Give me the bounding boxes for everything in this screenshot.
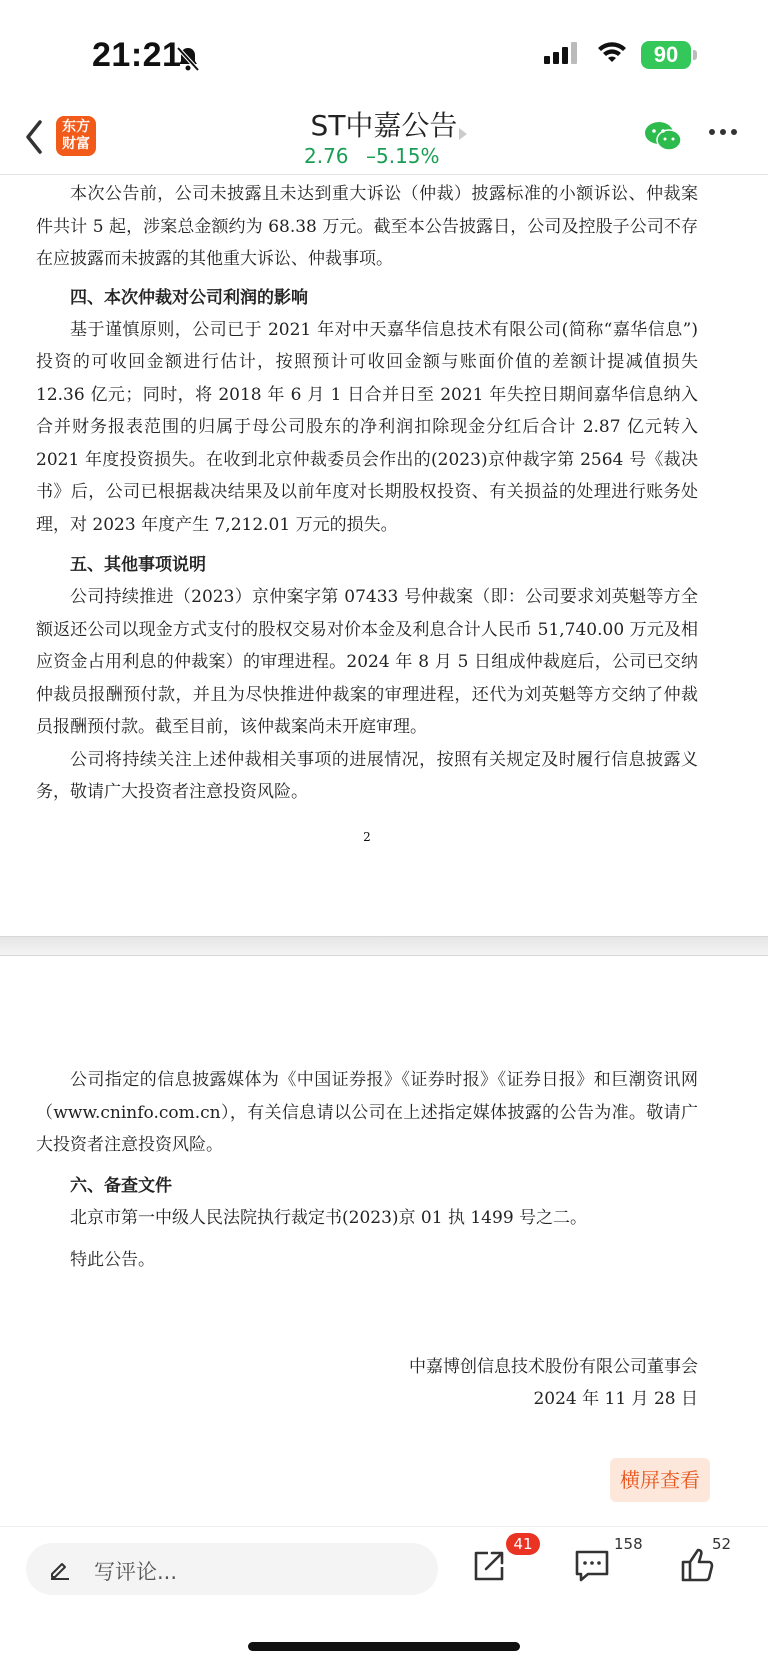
status-bar <box>0 0 768 110</box>
comment-placeholder: 写评论... <box>94 1560 178 1584</box>
status-time: 21:21 <box>92 36 182 74</box>
battery-level: 90 <box>641 41 691 69</box>
battery-cap <box>693 50 697 60</box>
signal-icon <box>544 42 580 64</box>
more-icon[interactable] <box>708 128 738 136</box>
comment-input[interactable] <box>26 1543 438 1595</box>
paragraph: 公司将持续关注上述仲裁相关事项的进展情况，按照有关规定及时履行信息披露义务，敬请广大投资者注意投资风险。 <box>36 749 698 802</box>
paragraph: 公司指定的信息披露媒体为《中国证券报》《证券时报》《证券日报》和巨潮资讯网（www.cninfo.com.cn），有关信息请以公司在上述指定媒体披露的公告为准。敬请广大投资者注意投资风险。 <box>36 1070 698 1155</box>
share-badge: 41 <box>506 1533 540 1555</box>
section-heading: 五、其他事项说明 <box>70 555 206 575</box>
pen-icon <box>48 1557 72 1581</box>
bell-muted-icon <box>176 46 200 72</box>
page-title: ST中嘉公告 <box>310 109 458 142</box>
document-page-2 <box>36 178 698 809</box>
stock-price: 2.76 <box>304 144 349 168</box>
stock-detail-arrow-icon[interactable] <box>459 128 467 140</box>
share-icon[interactable] <box>472 1549 506 1583</box>
like-icon[interactable] <box>680 1547 714 1583</box>
home-indicator[interactable] <box>248 1642 520 1651</box>
announcement-date: 2024 年 11 月 28 日 <box>533 1389 698 1409</box>
document-page-3 <box>36 1064 698 1277</box>
logo-line1: 东方 <box>62 119 90 135</box>
page-number: 2 <box>363 830 371 844</box>
paragraph: 公司持续推进（2023）京仲案字第 07433 号仲裁案（即：公司要求刘英魁等方全额返还公司以现金方式支付的股权交易对价本金及利息合计人民币 51,740.00 万元及相应资金占用利息的仲裁案）的审理进程。2024 年 8 月 5 日组成仲裁庭后，公司已交纳仲裁员报酬预付款，并且为尽快推进仲裁案的审理进程，还代为刘英魁等方交纳了仲裁员报酬预付款。截至目前，该仲裁案尚未开庭审理。 <box>36 587 698 737</box>
paragraph: 基于谨慎原则，公司已于 2021 年对中天嘉华信息技术有限公司(简称“嘉华信息”)投资的可收回金额进行估计，按照预计可收回金额与账面价值的差额计提减值损失 12.36 亿元；同时，将 2018 年 6 月 1 日合并日至 2021 年失控日期间嘉华信息纳入合并财务报表范围的归属于母公司股东的净利润扣除现金分红后合计 2.87 亿元转入 2021 年度投资损失。在收到北京仲裁委员会作出的(2023)京仲裁字第 2564 号《裁决书》后，公司已根据裁决结果及以前年度对长期股权投资、有关损益的处理进行账务处理，对 2023 年度产生 7,212.01 万元的损失。 <box>36 319 698 535</box>
landscape-view-button[interactable]: 横屏查看 <box>610 1458 710 1502</box>
paragraph: 本次公告前，公司未披露且未达到重大诉讼（仲裁）披露标准的小额诉讼、仲裁案件共计 5 起，涉案总金额约为 68.38 万元。截至本公告披露日，公司及控股子公司不存在应披露而未披露的其他重大诉讼、仲裁事项。 <box>36 184 698 269</box>
nav-bar <box>0 106 768 175</box>
logo-line2: 财富 <box>62 136 90 152</box>
stock-change: –5.15% <box>366 144 440 168</box>
page-divider <box>0 936 768 956</box>
wechat-share-icon[interactable] <box>644 120 682 152</box>
signature: 中嘉博创信息技术股份有限公司董事会 <box>409 1357 698 1377</box>
wifi-icon <box>596 40 628 64</box>
section-heading: 六、备查文件 <box>70 1175 172 1196</box>
paragraph: 特此公告。 <box>70 1250 155 1270</box>
comment-count: 158 <box>614 1535 643 1553</box>
paragraph: 北京市第一中级人民法院执行裁定书(2023)京 01 执 1499 号之二。 <box>70 1207 588 1228</box>
section-heading: 四、本次仲裁对公司利润的影响 <box>70 287 308 308</box>
comment-icon[interactable] <box>574 1549 610 1583</box>
like-count: 52 <box>712 1535 732 1553</box>
